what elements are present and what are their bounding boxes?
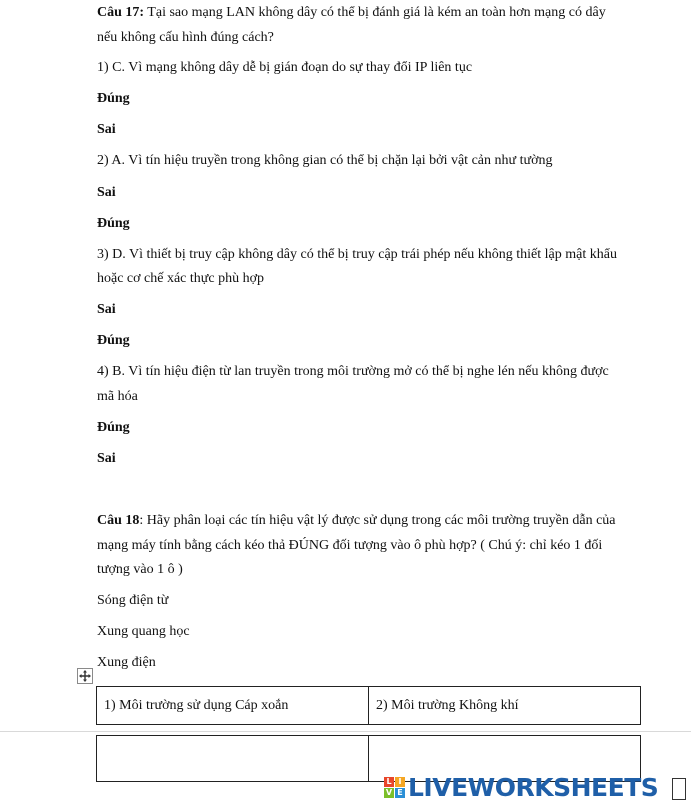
statement-4-cont: mã hóa	[97, 389, 138, 404]
category-header-table	[96, 686, 641, 725]
category-twisted-pair: 1) Môi trường sử dụng Cáp xoắn	[97, 687, 369, 725]
page-break-line	[0, 731, 691, 732]
logo-text: LIVEWORKSHEETS	[408, 772, 659, 802]
statement-3-option-1[interactable]: Sai	[97, 302, 116, 317]
statement-4-option-2[interactable]: Sai	[97, 451, 116, 466]
logo-mark-icon: L I V E	[384, 777, 405, 798]
question-17-line1	[97, 1, 606, 25]
question-18-text: : Hãy phân loại các tín hiệu vật lý được sử dụng trong các môi trường truyền dẫn của	[139, 513, 616, 528]
question-17-label: Câu 17:	[97, 5, 145, 20]
statement-3-cont: hoặc cơ chế xác thực phù hợp	[97, 271, 264, 286]
category-air: 2) Môi trường Không khí	[369, 687, 641, 725]
statement-2: 2) A. Vì tín hiệu truyền trong không gian có thể bị chặn lại bởi vật cản như tường	[97, 153, 553, 168]
corner-box	[672, 778, 686, 800]
question-17-text: Tại sao mạng LAN không dây có thể bị đánh giá là kém an toàn hơn mạng có dây	[144, 5, 606, 20]
drag-item-radio-waves[interactable]: Sóng điện từ	[97, 593, 169, 608]
drag-item-optical-pulse[interactable]: Xung quang học	[97, 624, 190, 639]
statement-4: 4) B. Vì tín hiệu điện từ lan truyền trong môi trường mở có thể bị nghe lén nếu không được	[97, 364, 609, 379]
statement-1-option-1[interactable]: Đúng	[97, 91, 130, 106]
question-18-line1	[97, 509, 616, 533]
statement-3-option-2[interactable]: Đúng	[97, 333, 130, 348]
table-move-handle-icon[interactable]	[77, 668, 93, 684]
question-18-label: Câu 18	[97, 513, 140, 528]
question-18-line3: tượng vào 1 ô )	[97, 562, 183, 577]
liveworksheets-logo	[384, 772, 658, 802]
statement-2-option-2[interactable]: Đúng	[97, 216, 130, 231]
drop-zone-twisted-pair[interactable]	[97, 736, 369, 782]
statement-2-option-1[interactable]: Sai	[97, 185, 116, 200]
statement-4-option-1[interactable]: Đúng	[97, 420, 130, 435]
question-18-line2: mạng máy tính bằng cách kéo thả ĐÚNG đối tượng vào ô phù hợp? ( Chú ý: chỉ kéo 1 đối	[97, 538, 603, 553]
statement-1: 1) C. Vì mạng không dây dễ bị gián đoạn do sự thay đổi IP liên tục	[97, 60, 473, 75]
drag-item-electric-pulse[interactable]: Xung điện	[97, 655, 156, 670]
question-17-line2: nếu không cấu hình đúng cách?	[97, 30, 274, 45]
statement-1-option-2[interactable]: Sai	[97, 122, 116, 137]
statement-3: 3) D. Vì thiết bị truy cập không dây có thể bị truy cập trái phép nếu không thiết lập mật khẩu	[97, 247, 617, 262]
